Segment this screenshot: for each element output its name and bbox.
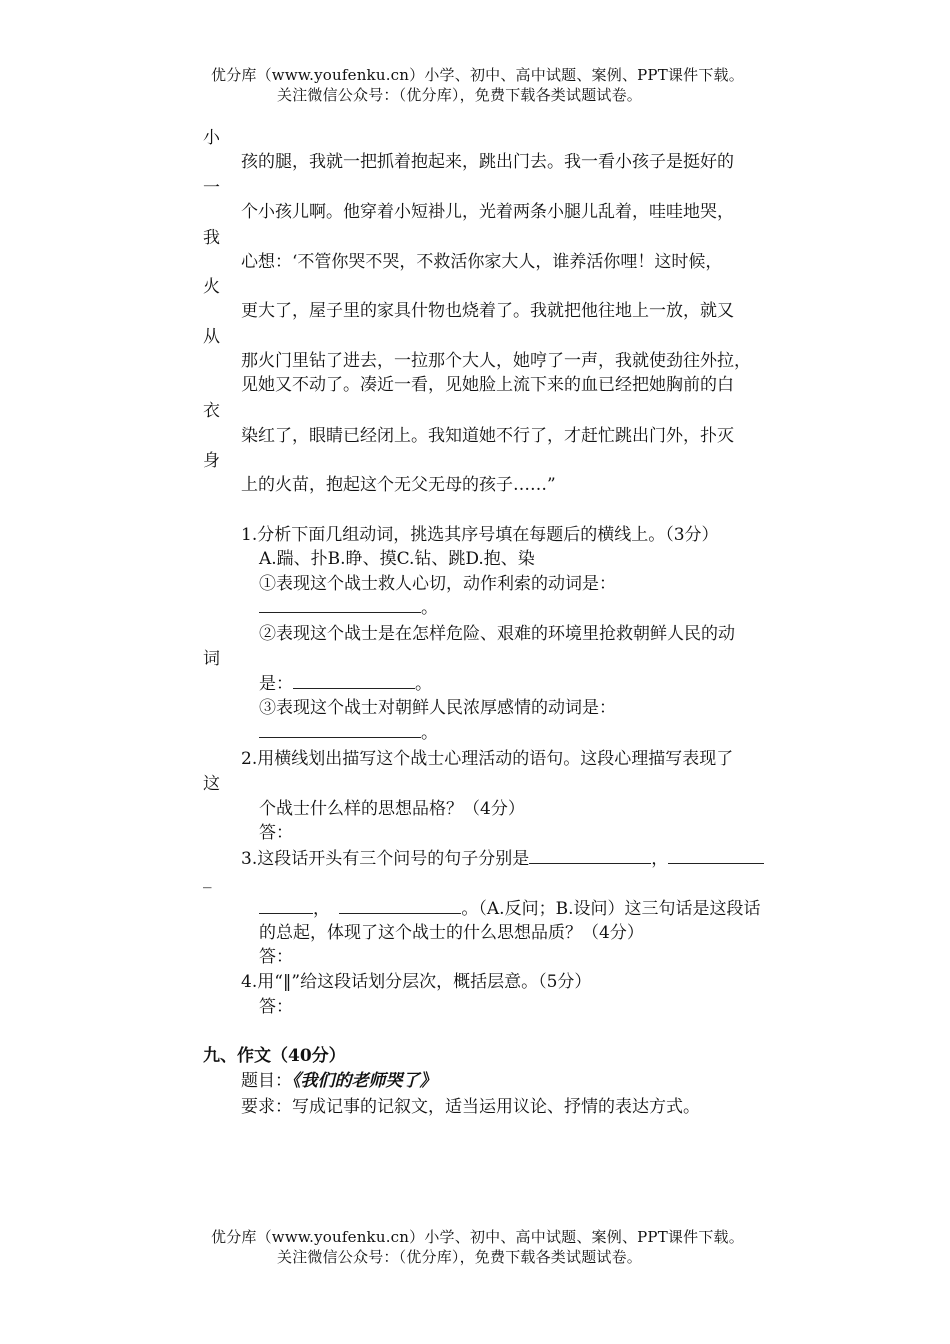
- question-1c: ③表现这个战士对朝鲜人民浓厚感情的动词是：: [259, 698, 616, 718]
- question-2: 2.用横线划出描写这个战士心理活动的语句。这段心理描写表现了: [241, 749, 734, 769]
- question-4-answer-label: 答：: [259, 997, 293, 1017]
- question-2-answer-label: 答：: [259, 823, 293, 843]
- passage-line: 心想：‘不管你哭不哭，不救活你家大人，谁养活你哩！这时候，: [241, 252, 723, 272]
- question-3-cont: 的总起，体现了这个战士的什么思想品质？（4分）: [259, 923, 644, 943]
- passage-char: 小: [203, 128, 220, 148]
- question-2-char: 这: [203, 774, 220, 794]
- answer-blank[interactable]: [259, 898, 313, 914]
- passage-line: 更大了，屋子里的家具什物也烧着了。我就把他往地上一放，就又: [241, 301, 734, 321]
- passage-line: 个小孩儿啊。他穿着小短褂儿，光着两条小腿儿乱着，哇哇地哭，: [241, 202, 734, 222]
- passage-char: 一: [203, 178, 220, 198]
- passage-line: 孩的腿，我就一把抓着抱起来，跳出门去。我一看小孩子是挺好的: [241, 152, 734, 172]
- answer-blank[interactable]: [259, 722, 421, 738]
- question-2-cont: 个战士什么样的思想品格？（4分）: [259, 799, 525, 819]
- passage-line: 那火门里钻了进去，一拉那个大人，她哼了一声，我就使劲往外拉，: [241, 351, 751, 371]
- passage-char: 火: [203, 277, 220, 297]
- question-4: 4.用“‖”给这段话划分层次，概括层意。（5分）: [241, 972, 592, 992]
- answer-blank[interactable]: [529, 848, 651, 864]
- header-line-1: 优分库（www.youfenku.cn）小学、初中、高中试题、案例、PPT课件下载。: [211, 66, 744, 84]
- question-3-answer-label: 答：: [259, 947, 293, 967]
- question-3-line-2: ， 。（A.反问；B.设问）这三句话是这段话: [259, 898, 760, 920]
- question-1: 1.分析下面几组动词，挑选其序号填在每题后的横线上。（3分）: [241, 525, 719, 545]
- footer-line-2: 关注微信公众号：（优分库），免费下载各类试题试卷。: [277, 1248, 643, 1266]
- passage-line: 染红了，眼睛已经闭上。我知道她不行了，才赶忙跳出门外，扑灭: [241, 426, 734, 446]
- question-1b: ②表现这个战士是在怎样危险、艰难的环境里抢救朝鲜人民的动: [259, 624, 735, 644]
- essay-requirement: 要求：写成记事的记叙文，适当运用议论、抒情的表达方式。: [241, 1097, 700, 1117]
- question-1b-char: 词: [203, 649, 220, 669]
- essay-title: 题目：《我们的老师哭了》: [241, 1071, 437, 1091]
- question-1a-answer: 。: [259, 597, 438, 619]
- question-1-options: A.踹、扑B.睁、摸C.钻、跳D.抱、染: [259, 549, 535, 569]
- passage-char: 我: [203, 228, 220, 248]
- passage-line: 上的火苗，抱起这个无父无母的孩子……”: [241, 475, 556, 495]
- answer-blank[interactable]: [668, 848, 764, 864]
- header-line-2: 关注微信公众号：（优分库），免费下载各类试题试卷。: [277, 86, 643, 104]
- question-1b-answer: 是： 。: [259, 674, 432, 694]
- question-3-dash: _: [203, 869, 212, 889]
- answer-blank[interactable]: [259, 597, 421, 613]
- question-1c-answer: 。: [259, 722, 438, 744]
- passage-line: 见她又不动了。凑近一看，见她脸上流下来的血已经把她胸前的白: [241, 375, 734, 395]
- passage-char: 身: [203, 451, 220, 471]
- passage-char: 衣: [203, 401, 220, 421]
- essay-heading: 九、作文（40分）: [203, 1046, 346, 1066]
- answer-blank[interactable]: [339, 898, 461, 914]
- question-1a: ①表现这个战士救人心切，动作利索的动词是：: [259, 574, 616, 594]
- question-3: 3.这段话开头有三个问号的句子分别是 ，: [241, 848, 764, 870]
- passage-char: 从: [203, 327, 220, 347]
- footer-line-1: 优分库（www.youfenku.cn）小学、初中、高中试题、案例、PPT课件下载。: [211, 1228, 744, 1246]
- answer-blank[interactable]: [293, 673, 415, 689]
